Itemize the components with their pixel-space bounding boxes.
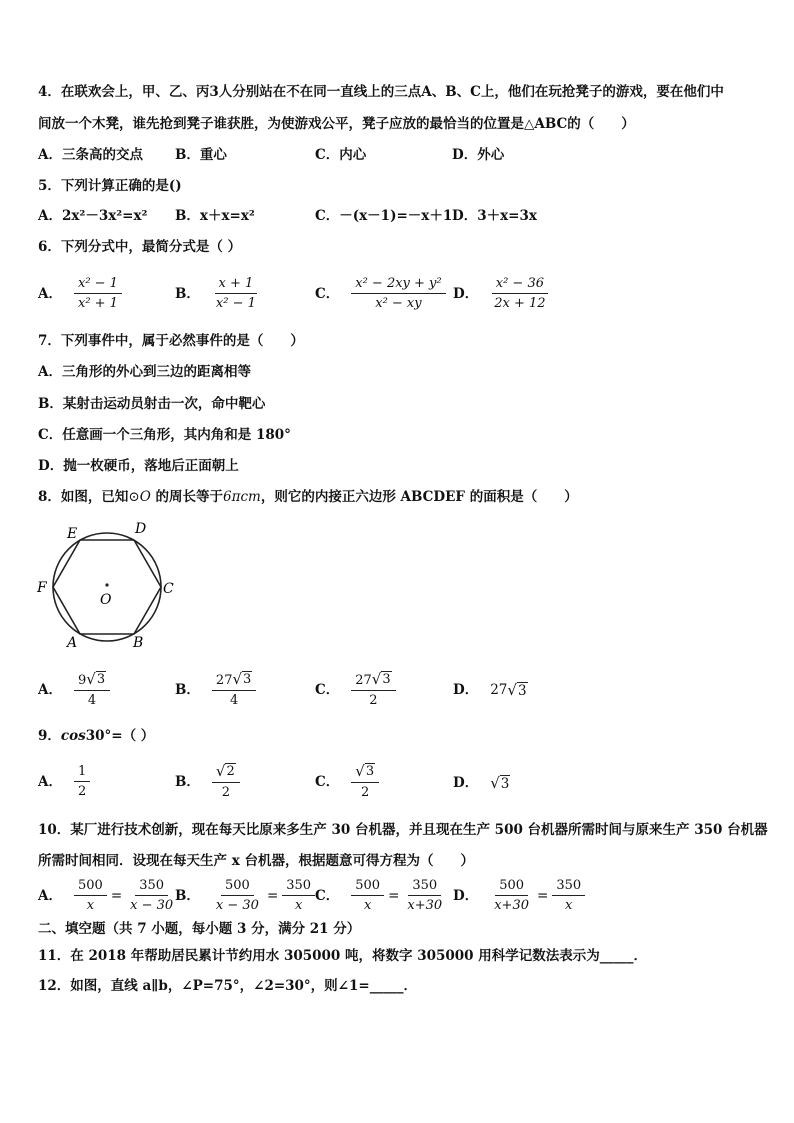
numerator: 500 (74, 877, 107, 896)
q4-options (38, 145, 778, 165)
denominator: x (363, 898, 372, 913)
fraction-left (490, 877, 533, 914)
fraction-right (403, 877, 446, 914)
option-label: A． (38, 773, 62, 790)
cos-function: cos (60, 728, 86, 744)
option-label: B． (175, 682, 200, 698)
numerator: x + 1 (215, 275, 258, 294)
label-d: D (135, 521, 147, 537)
q4-stem-line1: 4．在联欢会上，甲、乙、丙3人分别站在不在同一直线上的三点A、B、C上，他们在玩抢凳子的游戏，要在他们中 (38, 84, 724, 100)
equals-sign: = (110, 887, 123, 904)
numerator (351, 671, 395, 691)
option-label: A． (38, 285, 62, 302)
q8-stem-mid: 的周长等于 (150, 489, 223, 505)
option-label: A． (38, 887, 62, 904)
denominator: x² + 1 (77, 296, 118, 311)
numerator: 500 (495, 877, 528, 896)
option-label: D． (453, 775, 479, 791)
q10-stem-line1: 10．某厂进行技术创新，现在每天比原来多生产 30 台机器，并且现在生产 500 台机器所需时间与原来生产 350 台机器 (38, 822, 768, 838)
sqrt (355, 763, 375, 780)
fraction (351, 763, 379, 801)
radicand: 3 (365, 764, 375, 779)
option-label: B． (175, 887, 200, 904)
denominator: 4 (229, 693, 239, 708)
numerator (74, 671, 110, 691)
q6-option-d (453, 275, 550, 312)
q9-option-a (38, 763, 90, 800)
sqrt (86, 671, 106, 688)
option-label: C． (315, 887, 340, 904)
q9-stem (38, 727, 154, 745)
q8-option-d (453, 680, 528, 700)
denominator: x+30 (494, 898, 529, 913)
circle-symbol: ⊙O (128, 489, 151, 505)
q5-stem: 5．下列计算正确的是() (38, 178, 182, 194)
sqrt (216, 763, 236, 780)
numerator: 350 (282, 877, 315, 896)
radical-sign: √ (490, 773, 500, 792)
q4-option-a: A．三条高的交点 (38, 147, 143, 163)
equals-sign: = (266, 887, 279, 904)
equals-sign: = (388, 887, 400, 904)
coefficient: 27 (490, 682, 508, 698)
option-label: A． (38, 682, 62, 698)
q10-option-d (453, 877, 585, 914)
radical-sign: √ (371, 670, 382, 688)
fraction-right (552, 877, 585, 914)
radicand: 3 (243, 672, 252, 687)
fraction (74, 671, 110, 709)
label-a: A (67, 635, 78, 651)
q5-options (38, 206, 778, 226)
denominator: x (565, 898, 573, 913)
option-label: D． (453, 887, 479, 904)
option-label: C． (315, 285, 340, 302)
fraction-left (212, 877, 263, 914)
q6-option-c (315, 275, 446, 312)
denominator: x+30 (407, 898, 443, 913)
q8-option-a (38, 671, 110, 709)
denominator: 2 (361, 785, 370, 800)
coefficient: 27 (215, 673, 233, 688)
section-heading: 二、填空题（共 7 小题，每小题 3 分，满分 21 分） (38, 921, 361, 937)
denominator: x − 30 (215, 898, 259, 913)
q10-option-b (175, 877, 315, 914)
label-c: C (163, 581, 174, 597)
radical-sign: √ (355, 762, 365, 780)
fraction (351, 275, 445, 312)
label-o: O (100, 592, 112, 608)
denominator: x² − 1 (215, 296, 256, 311)
denominator: 2 (369, 693, 378, 708)
radical-sign: √ (86, 670, 96, 688)
q11-stem: 11．在 2018 年帮助居民累计节约用水 305000 吨，将数字 305000 用科学记数法表示为_____． (38, 948, 648, 964)
inscribed-hexagon (53, 540, 161, 634)
numerator: x² − 2xy + y² (351, 275, 445, 294)
q4-option-b: B．重心 (175, 147, 227, 163)
radicand: 3 (500, 775, 510, 792)
sqrt (507, 682, 527, 699)
q7-option-d: D．抛一枚硬币，落地后正面朝上 (38, 458, 239, 474)
q9-option-c (315, 763, 379, 801)
fraction (212, 671, 256, 709)
sqrt (372, 671, 392, 688)
q8-stem-prefix: 8．如图，已知 (38, 489, 129, 505)
label-f: F (37, 580, 47, 596)
q7-stem: 7．下列事件中，属于必然事件的是（ ） (38, 333, 304, 349)
q9-stem-rest: 30°=（ ） (85, 728, 155, 744)
q4-stem-line2: 间放一个木凳，谁先抢到凳子谁获胜，为使游戏公平，凳子应放的最恰当的位置是△ABC的（ ） (38, 116, 635, 132)
numerator: x² − 1 (74, 275, 122, 294)
option-label: B． (175, 285, 200, 302)
option-label: C． (315, 682, 340, 698)
center-point (105, 583, 108, 586)
radical-sign: √ (507, 680, 517, 699)
q10-stem-line2: 所需时间相同．设现在每天生产 x 台机器，根据题意可得方程为（ ） (38, 853, 474, 869)
numerator: x² − 36 (492, 275, 548, 294)
q9-number: 9． (38, 728, 61, 744)
numerator: 350 (408, 877, 441, 896)
q10-option-c (315, 877, 446, 914)
sqrt (232, 671, 252, 688)
radicand: 3 (517, 682, 527, 699)
denominator: x (295, 898, 303, 913)
fraction-left (351, 877, 384, 914)
circumcircle (53, 533, 161, 641)
q8-stem-suffix: ，则它的内接正六边形 ABCDEF 的面积是（ ） (260, 489, 578, 505)
fraction-right (126, 877, 177, 914)
q6-option-a (38, 275, 122, 312)
denominator: 2x + 12 (494, 296, 546, 311)
q8-stem (38, 488, 578, 506)
numerator: 350 (552, 877, 585, 896)
q7-option-b: B．某射击运动员射击一次，命中靶心 (38, 396, 266, 412)
fraction (351, 671, 395, 709)
option-label: D． (453, 682, 479, 698)
q5-option-d: D．3＋x=3x (452, 208, 537, 224)
denominator: 4 (87, 693, 97, 708)
denominator: x² − xy (375, 296, 422, 311)
q9-option-d (453, 773, 510, 793)
q6-stem: 6．下列分式中，最简分式是（ ） (38, 239, 242, 255)
fraction (212, 763, 240, 801)
option-label: C． (315, 774, 340, 790)
q10-option-a (38, 877, 177, 914)
fraction-left (74, 877, 107, 914)
equals-sign: = (537, 887, 549, 904)
q4-option-d: D．外心 (452, 147, 505, 163)
denominator: 2 (77, 784, 87, 799)
q7-option-c: C．任意画一个三角形，其内角和是 180° (38, 427, 291, 443)
numerator (212, 763, 240, 783)
fraction (212, 275, 260, 312)
coefficient: 27 (355, 673, 372, 688)
numerator (212, 671, 256, 691)
q4-option-c: C．内心 (315, 147, 367, 163)
option-label: D． (453, 285, 479, 302)
option-label: B． (175, 774, 200, 790)
numerator: 500 (221, 877, 254, 896)
radicand: 3 (382, 672, 391, 687)
radicand: 2 (226, 764, 235, 779)
q8-option-c (315, 671, 396, 709)
perimeter-value: 6πcm (223, 489, 261, 505)
sqrt (490, 775, 510, 792)
circle-hexagon-figure (34, 516, 184, 656)
numerator: 350 (135, 877, 168, 896)
fraction-right (282, 877, 315, 914)
numerator: 1 (74, 763, 90, 782)
label-e: E (67, 526, 78, 542)
denominator: 2 (221, 785, 230, 800)
denominator: x (86, 898, 95, 913)
q6-option-b (175, 275, 260, 312)
q7-option-a: A．三角形的外心到三边的距离相等 (38, 364, 251, 380)
q5-option-c: C．－(x－1)=－x＋1 (315, 208, 453, 224)
numerator: 500 (351, 877, 384, 896)
fraction (74, 763, 90, 800)
radical-sign: √ (232, 670, 243, 688)
fraction (74, 275, 122, 312)
numerator (351, 763, 379, 783)
radical-sign: √ (215, 762, 226, 780)
denominator: x − 30 (130, 898, 174, 913)
q5-option-a: A．2x²－3x²=x² (38, 208, 148, 224)
q12-stem: 12．如图，直线 a∥b，∠P=75°，∠2=30°，则∠1=_____． (38, 978, 417, 994)
radicand: 3 (96, 672, 106, 687)
q5-option-b: B．x＋x=x² (175, 208, 255, 224)
q9-option-b (175, 763, 240, 801)
coefficient: 9 (77, 673, 87, 688)
q8-option-b (175, 671, 256, 709)
label-b: B (133, 635, 144, 651)
fraction (490, 275, 549, 312)
